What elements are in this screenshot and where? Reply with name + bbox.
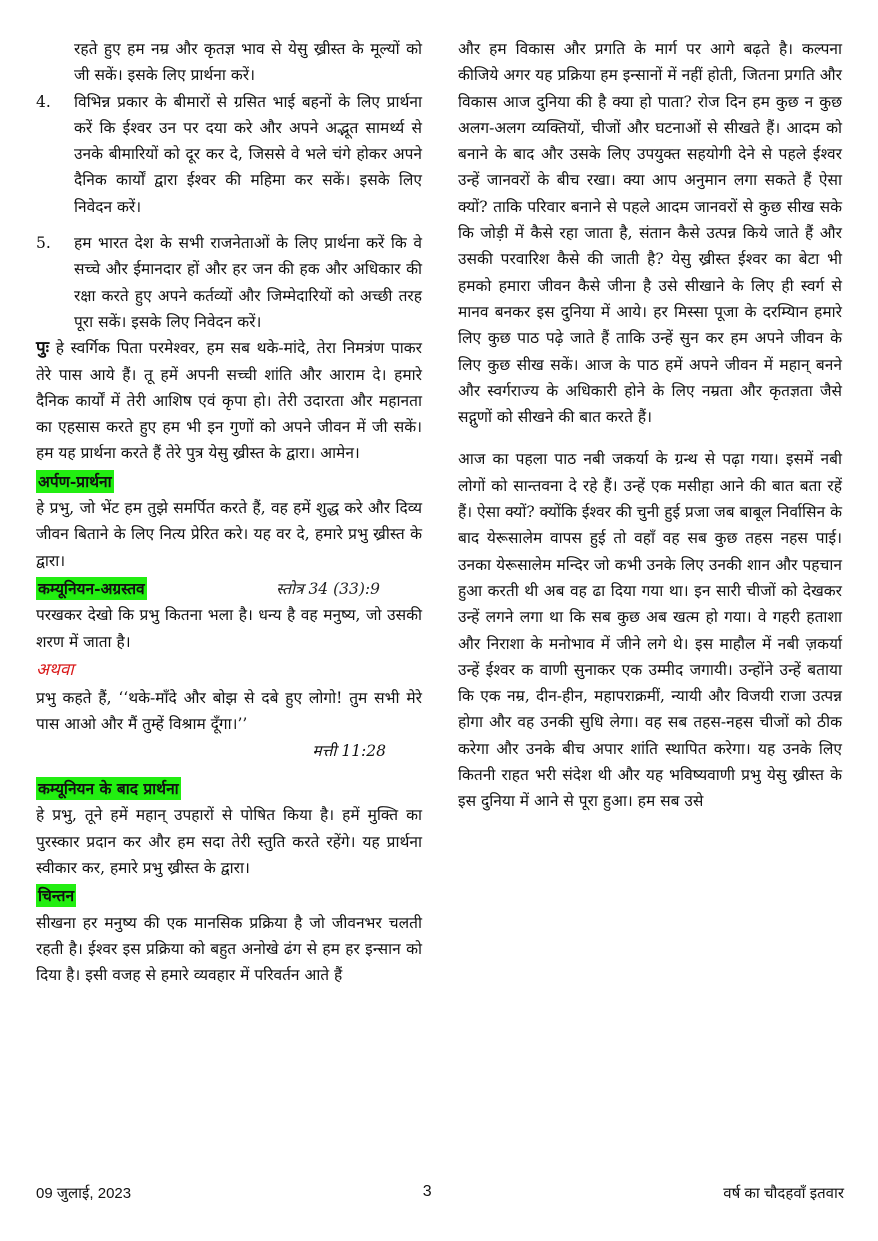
spacer bbox=[36, 220, 422, 230]
spacer bbox=[36, 764, 422, 774]
spacer bbox=[458, 430, 842, 446]
offertory-heading: अर्पण-प्रार्थना bbox=[38, 471, 112, 491]
priest-label: पुः bbox=[36, 338, 50, 359]
right-column bbox=[458, 36, 842, 815]
reflection-text: सीखना हर मनुष्य की एक मानसिक प्रक्रिया है जो जीवनभर चलती रहती है। ईश्वर इस प्रक्रिया को बहुत अनोखे ढंग से हम हर इन्सान को दिया है। इसी वजह से हमारे व्यवहार में परिवर्तन आते हैं bbox=[36, 913, 422, 985]
footer-occasion: वर्ष का चौदहवाँ इतवार bbox=[723, 1185, 844, 1202]
intention-item bbox=[36, 89, 422, 220]
item-number: 4. bbox=[36, 92, 51, 111]
psalm-reference: स्तोत्र 34 (33):9 bbox=[276, 579, 380, 598]
priest-prayer-text: हे स्वर्गिक पिता परमेश्वर, हम सब थके-मांदे, तेरा निमत्रंण पाकर तेरे पास आये हैं। तू हमें अपनी सच्ची शांति और आराम दे। हमारे दैनिक कार्यों में तेरी आशिष एवं कृपा हो। तेरी उदारता और महानता का एहसास करते हुए हम भी इन गुणों को अपने जीवन में जी सकें। हम यह प्रार्थना करते हैं तेरे पुत्र येसु ख्रीस्त के द्वारा। आमेन। bbox=[36, 339, 422, 463]
offertory-text: हे प्रभु, जो भेंट हम तुझे समर्पित करते हैं, वह हमें शुद्ध करे और दिव्य जीवन बिताने के लिए नित्य प्रेरित करे। यह वर दे, हमारे प्रभु ख्रीस्त के द्वारा। bbox=[36, 499, 422, 570]
communion-antiphon-header bbox=[36, 574, 422, 602]
item-text: हम भारत देश के सभी राजनेताओं के लिए प्रार्थना करें कि वे सच्चे और ईमानदार हों और हर जन की हक और अधिकार की रक्षा करते हुए अपने कर्तव्यों और जिम्मेदारियों को अच्छी तरह पूरा सकें। इसके लिए निवेदन करें। bbox=[74, 234, 422, 331]
page-footer bbox=[36, 1183, 844, 1203]
priest-prayer bbox=[36, 335, 422, 466]
alternative-text: प्रभु कहते हैं, ‘‘थके-माँदे और बोझ से दबे हुए लोगो! तुम सभी मेरे पास आओ और मैं तुम्हें विश्राम दूँगा।’’ bbox=[36, 689, 422, 734]
footer-date: 09 जुलाई, 2023 bbox=[36, 1185, 132, 1202]
reflection-paragraph-2: आज का पहला पाठ नबी जकर्या के ग्रन्थ से पढ़ा गया। इसमें नबी लोगों को सान्तवना दे रहे हैं। उन्हें एक मसीहा आने की बात बता रहें हैं। ऐसा क्यों? क्योंकि ईश्वर की चुनी हुई प्रजा जब बाबूल निर्वासिन के बाद येरूसालेम वापस हुई तो वहाँ वह सब कुछ तहस नहस पाई। उनका येरूसालेम मन्दिर जो कभी उनके लिए उनकी शान और पहचान हुआ करती थी अब वह ढा दिया गया था। इन सारी चीजों को देखकर उन्हें लगने लगा था कि सब कुछ अब खत्म हो गया। वे गहरी हताशा और निराशा के मनोभाव में जीने लगे थे। इस माहौल में नबी ज़कर्या उन्हें ईश्वर क वाणी सुनाकर एक उम्मीद जगायी। उन्होंने उन्हें बताया कि एक नम्र, दीन-हीन, महापराक्रमीं, न्यायी और विजयी राजा उत्पन्न होगा और वह उनकी सुधि लेगा। वह सब तहस-नहस चीजों को ठीक करेगा और उनके बीच अपार शांति स्थापित करेगा। यह उनके लिए कितनी राहत भरी संदेश थी और यह भविष्यवाणी प्रभु येसु ख्रीस्त के इस दुनिया में आने से पूरा हुआ। हम सब उसे bbox=[458, 450, 842, 811]
left-column bbox=[36, 36, 422, 988]
post-communion-text: हे प्रभु, तूने हमें महान् उपहारों से पोषित किया है। हमें मुक्ति का पुरस्कार प्रदान कर और हम सदा तेरी स्तुति करते रहेंगे। यह प्रार्थना स्वीकार कर, हमारे प्रभु ख्रीस्त के द्वारा। bbox=[36, 806, 422, 877]
item-number: 5. bbox=[36, 234, 51, 253]
communion-antiphon-text: परखकर देखो कि प्रभु कितना भला है। धन्य है वह मनुष्य, जो उसकी शरण में जाता है। bbox=[36, 606, 422, 651]
item-text: विभिन्न प्रकार के बीमारों से ग्रसित भाई बहनों के लिए प्रार्थना करें कि ईश्वर उन पर दया करे और अपने अद्भूत सामर्थ्य से उनके बीमारियों को दूर कर दे, जिससे वे भले चंगे होकर अपने दैनिक कार्यों द्वारा ईश्वर की महिमा कर सकें। इसके लिए निवेदन करें। bbox=[74, 92, 422, 216]
matthew-reference: मत्ती 11:28 bbox=[312, 741, 386, 760]
post-communion-heading: कम्यूनियन के बाद प्रार्थना bbox=[38, 779, 179, 799]
alternative-label: अथवा bbox=[36, 659, 74, 680]
intention-item bbox=[36, 230, 422, 335]
reflection-paragraph-1: और हम विकास और प्रगति के मार्ग पर आगे बढ़ते है। कल्पना कीजिये अगर यह प्रक्रिया हम इन्सानों में नहीं होती, जितना प्रगति और विकास आज दुनिया की है क्या हो पाता? रोज दिन हम कुछ न कुछ अलग-अलग व्यक्तियों, चीजों और घटनाओं से सीखते हैं। आदम को बनाने के बाद और उसके लिए उपयुक्त सहयोगी देने से पहले ईश्वर उन्हें जानवरों के बीच रखा। क्या आप अनुमान लगा सकते हैं ऐसा क्यों? ताकि परिवार बनाने से पहले आदम जानवरों से कुछ सीख सके कि जोड़ी में कैसे रहा जाता है, संतान कैसे उत्पन्न किये जाते हैं और उसकी परवारिश कैसे की जाती है? येसु ख्रीस्त ईश्वर का बेटा भी हमको हमारा जीवन कैसे जीना है उसे सीखाने के लिए ही स्वर्ग से मानव बनकर इस दुनिया में आये। हर मिस्सा पूजा के दरम्यिान हमारे लिए कुछ पाठ पढ़े जाते हैं ताकि उन्हें सुन कर हम अपने जीवन के लिए कुछ सीख सकें। आज के पाठ हमें अपने जीवन में महान् बनने और स्वर्गराज्य के अधिकारी होने के लिए नम्रता और कृतज्ञता जैसे सद्गुणों को सीखने की बात करते हैं। bbox=[458, 40, 842, 427]
page-number: 3 bbox=[422, 1183, 432, 1200]
reflection-heading: चिन्तन bbox=[38, 886, 75, 906]
communion-antiphon-heading: कम्यूनियन-अग्रस्तव bbox=[38, 578, 145, 598]
intro-continuation: रहते हुए हम नम्र और कृतज्ञ भाव से येसु ख्रीस्त के मूल्यों को जी सकें। इसके लिए प्रार्थना करें। bbox=[74, 40, 422, 85]
